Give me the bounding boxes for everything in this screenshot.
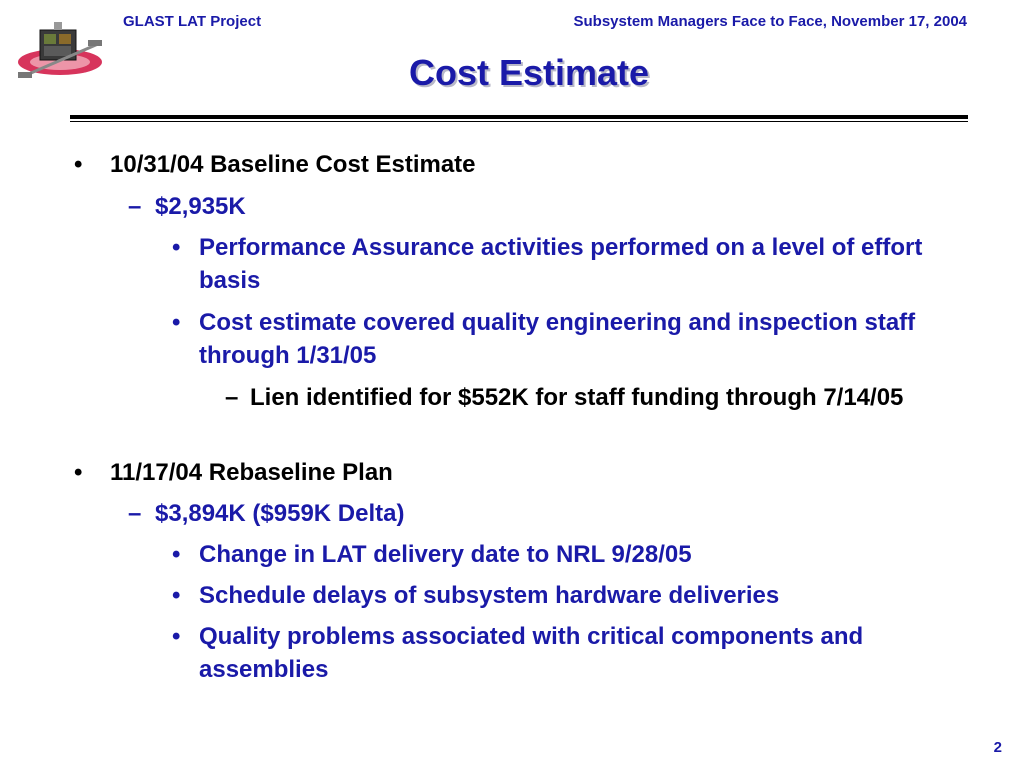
bullet-marker: • [172, 582, 181, 609]
list-item-text: $2,935K [155, 193, 246, 220]
project-name: GLAST LAT Project [123, 13, 262, 30]
dash-marker: – [128, 500, 142, 527]
bullet-marker: • [74, 151, 83, 178]
list-item-text: Change in LAT delivery date to NRL 9/28/05 [199, 541, 692, 568]
list-item [172, 231, 959, 297]
page-number: 2 [993, 739, 1002, 756]
list-item [128, 497, 955, 530]
title-divider [70, 115, 968, 119]
list-item [172, 620, 939, 686]
list-item [172, 579, 959, 612]
list-item-text: Performance Assurance activities performed on a level of effort basis [199, 234, 923, 294]
list-item-text: 11/17/04 Rebaseline Plan [110, 459, 393, 486]
list-item-text: Schedule delays of subsystem hardware deliveries [199, 582, 780, 609]
bullet-marker: • [172, 623, 181, 650]
list-item-text: Lien identified for $552K for staff funding through 7/14/05 [250, 384, 904, 411]
list-item-text: 10/31/04 Baseline Cost Estimate [110, 151, 476, 178]
bullet-marker: • [74, 459, 83, 486]
title-divider-thin [70, 121, 968, 122]
list-item [172, 538, 959, 571]
list-item-text: $3,894K ($959K Delta) [155, 500, 405, 527]
slide-title: Cost Estimate [408, 52, 650, 93]
list-item [172, 306, 919, 372]
list-item [225, 381, 940, 414]
bullet-marker: • [172, 309, 181, 336]
list-item [128, 190, 955, 223]
meeting-title: Subsystem Managers Face to Face, November 17, 2004 [573, 13, 967, 30]
list-item [74, 148, 950, 181]
bullet-marker: • [172, 234, 181, 261]
list-item-text: Cost estimate covered quality engineering and inspection staff through 1/31/05 [199, 309, 916, 369]
bullet-marker: • [172, 541, 181, 568]
list-item-text: Quality problems associated with critical components and assemblies [199, 623, 864, 683]
dash-marker: – [225, 384, 239, 411]
dash-marker: – [128, 193, 142, 220]
list-item [74, 456, 950, 489]
